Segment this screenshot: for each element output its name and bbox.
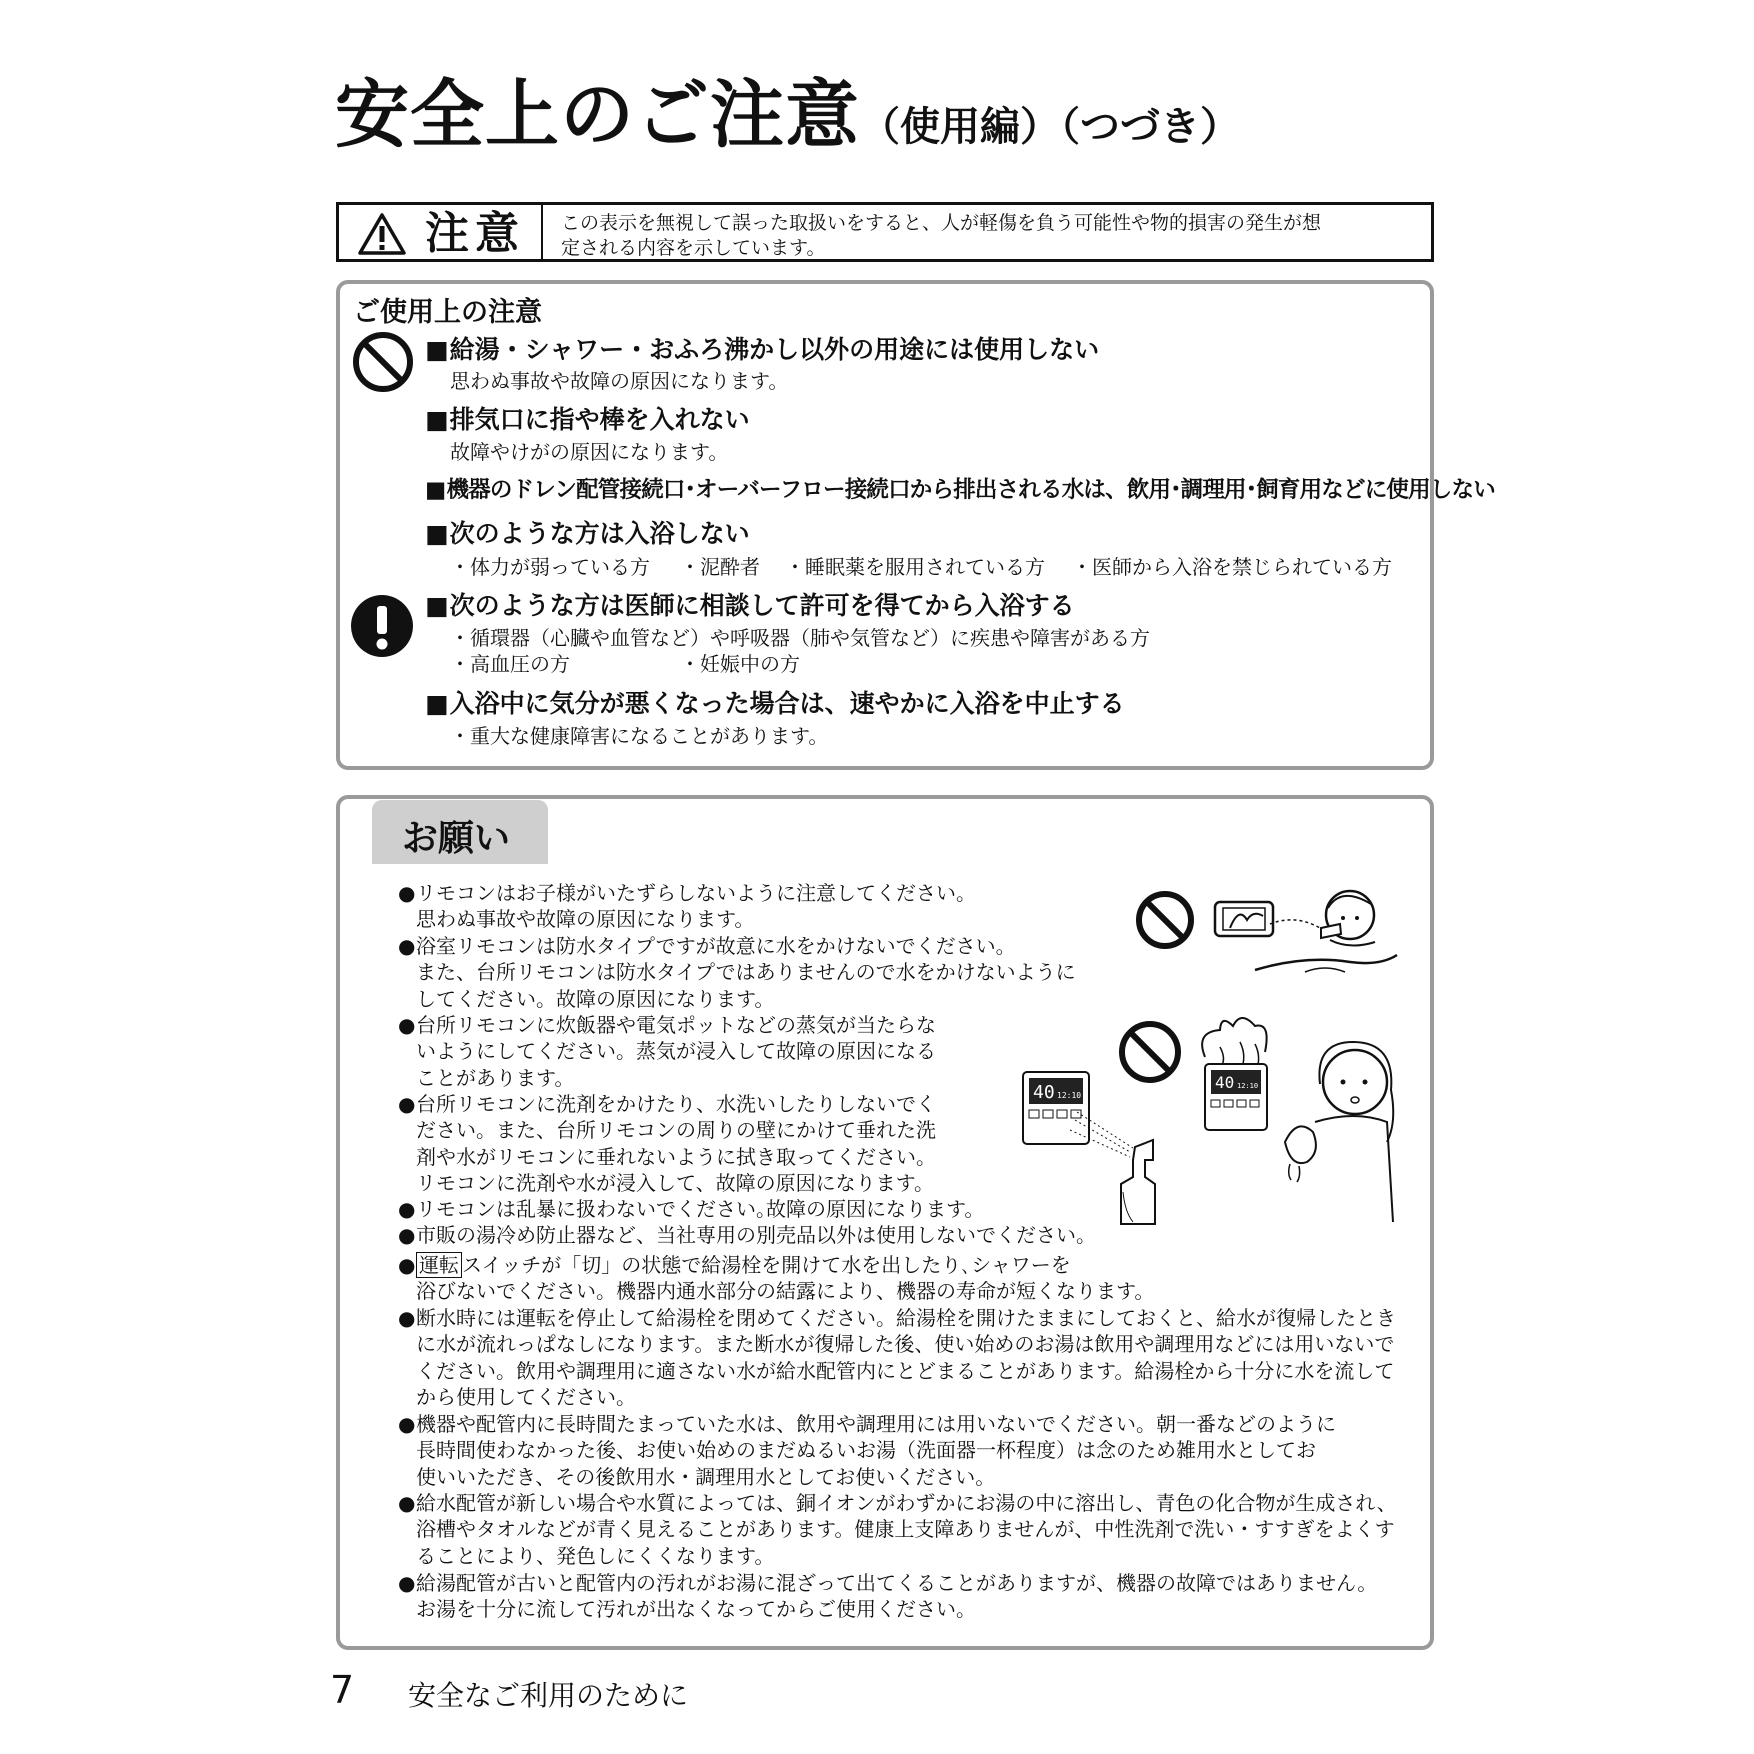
remote-temperature: 40	[1033, 1082, 1055, 1103]
request-item	[398, 1196, 984, 1222]
usage-heading: ■ 排気口に指や棒を入れない	[425, 400, 750, 436]
request-line: スイッチが「切」の状態で給湯栓を開けて水を出したり､シャワーを	[462, 1253, 1071, 1277]
caution-description-line: 定される内容を示しています。	[561, 237, 826, 259]
usage-heading: ■ 機器のドレン配管接続口･オーバーフロー接続口から排出される水は、飲用･調理用･飼育用などに使用しない	[425, 472, 1495, 504]
request-line: また、台所リモコンは防水タイプではありませんので水をかけないように	[416, 960, 1076, 985]
bullet: ●	[398, 1491, 416, 1515]
request-line: 浴びないでください。機器内通水部分の結露により、機器の寿命が短くなります。	[416, 1279, 1155, 1304]
request-item	[398, 1222, 1096, 1248]
usage-heading: ■ 給湯・シャワー・おふろ沸かし以外の用途には使用しない	[425, 330, 1099, 366]
bullet: ●	[398, 1013, 416, 1037]
prohibition-icon	[1122, 1024, 1178, 1080]
remote-temperature: 40	[1215, 1073, 1235, 1092]
usage-heading: ■ 次のような方は入浴しない	[425, 514, 750, 550]
request-item	[398, 1305, 1396, 1410]
page-number: 7	[330, 1668, 355, 1712]
usage-heading: ■ 次のような方は医師に相談して許可を得てから入浴する	[425, 586, 1075, 622]
request-item	[398, 1012, 936, 1091]
bullet: ●	[398, 881, 416, 905]
request-line: 給湯配管が古いと配管内の汚れがお湯に混ざって出てくることがありますが、機器の故障ではありません。	[416, 1571, 1378, 1595]
mandatory-icon	[349, 593, 415, 659]
request-line: から使用してください。	[416, 1384, 636, 1409]
usage-detail: ・重大な健康障害になることがあります。	[450, 724, 829, 748]
usage-detail: ・泥酔者	[680, 555, 760, 579]
bullet: ●	[398, 1306, 416, 1330]
usage-detail: ・医師から入浴を禁じられている方	[1072, 555, 1392, 579]
caution-description-line: この表示を無視して誤った取扱いをすると、人が軽傷を負う可能性や物的損害の発生が想	[561, 212, 1322, 234]
usage-detail: ・循環器（心臓や血管など）や呼吸器（肺や気管など）に疾患や障害がある方	[450, 626, 1150, 650]
request-line: 台所リモコンに炊飯器や電気ポットなどの蒸気が当たらな	[416, 1013, 936, 1037]
request-line: 浴室リモコンは防水タイプですが故意に水をかけないでください。	[416, 934, 1016, 958]
prohibition-icon	[1139, 894, 1191, 946]
run-switch-label: 運転	[416, 1252, 462, 1278]
request-line: ることにより、発色しにくくなります。	[416, 1543, 775, 1568]
caution-label: 注意	[425, 208, 525, 259]
warning-triangle-icon	[357, 212, 407, 256]
request-line: 断水時には運転を停止して給湯栓を閉めてください。給湯栓を開けたままにしておくと、給水が復帰したとき	[416, 1306, 1396, 1330]
request-line: お湯を十分に流して汚れが出なくなってからご使用ください。	[416, 1597, 976, 1622]
request-title: お願い	[402, 818, 511, 859]
remote-time: 12:10	[1057, 1091, 1082, 1100]
bullet: ●	[398, 1223, 416, 1247]
bullet: ●	[398, 1253, 416, 1277]
request-line: 市販の湯冷め防止器など、当社専用の別売品以外は使用しないでください。	[416, 1223, 1096, 1247]
usage-detail: ・高血圧の方	[450, 652, 570, 676]
bullet: ●	[398, 1197, 416, 1221]
request-item	[398, 1091, 936, 1196]
usage-precautions-title: ご使用上の注意	[353, 297, 542, 328]
request-line: リモコンはお子様がいたずらしないように注意してください。	[416, 881, 976, 905]
request-line: いようにしてください。蒸気が浸入して故障の原因になる	[416, 1039, 936, 1064]
request-line: ださい。また、台所リモコンの周りの壁にかけて垂れた洗	[416, 1118, 936, 1143]
request-line: 浴槽やタオルなどが青く見えることがあります。健康上支障ありませんが、中性洗剤で洗い・すすぎをよくす	[416, 1517, 1395, 1542]
usage-detail: ・妊娠中の方	[680, 652, 800, 676]
request-item	[398, 933, 1076, 1012]
request-line: ください。飲用や調理用に適さない水が給水配管内にとどまることがあります。給湯栓から十分に水を流して	[416, 1358, 1395, 1383]
request-line: ことがあります。	[416, 1065, 575, 1090]
usage-detail: 思わぬ事故や故障の原因になります。	[450, 369, 789, 393]
request-line: に水が流れっぱなしになります。また断水が復帰した後、使い始めのお湯は飲用や調理用などには用いないで	[416, 1332, 1395, 1357]
usage-detail: ・睡眠薬を服用されている方	[785, 555, 1045, 579]
request-line: 剤や水がリモコンに垂れないように拭き取ってください。	[416, 1144, 936, 1169]
usage-detail: 故障やけがの原因になります。	[450, 440, 729, 464]
bullet: ●	[398, 934, 416, 958]
request-line: リモコンに洗剤や水が浸入して、故障の原因になります。	[416, 1170, 934, 1195]
caution-definition-box	[336, 202, 1434, 262]
prohibition-icon	[351, 330, 415, 394]
bullet: ●	[398, 1412, 416, 1436]
request-line: 思わぬ事故や故障の原因になります。	[416, 907, 755, 932]
page-title-main: 安全上のご注意	[335, 72, 860, 158]
request-item	[398, 1570, 1377, 1623]
request-line: 機器や配管内に長時間たまっていた水は、飲用や調理用には用いないでください。朝一番などのように	[416, 1412, 1336, 1436]
request-item	[398, 1490, 1397, 1569]
request-line: リモコンは乱暴に扱わないでください｡故障の原因になります。	[416, 1197, 985, 1221]
caution-description	[561, 211, 1421, 261]
request-line: してください。故障の原因になります。	[416, 986, 775, 1011]
request-item	[398, 1252, 1154, 1305]
child-splashing-water-at-remote-icon	[1135, 880, 1405, 990]
request-line: 給水配管が新しい場合や水質によっては、銅イオンがわずかにお湯の中に溶出し、青色の化合物が生成され、	[416, 1491, 1397, 1515]
request-item	[398, 1411, 1336, 1490]
request-line: 台所リモコンに洗剤をかけたり、水洗いしたりしないでく	[416, 1092, 936, 1116]
kitchen-remote-icon	[1205, 1064, 1267, 1130]
request-line: 長時間使わなかった後、お使い始めのまだぬるいお湯（洗面器一杯程度）は念のため雑用水としてお	[416, 1438, 1316, 1463]
bullet: ●	[398, 1571, 416, 1595]
page-title	[335, 72, 1240, 158]
usage-detail: ・体力が弱っている方	[450, 555, 650, 579]
kitchen-remote-icon	[1023, 1072, 1089, 1144]
detergent-spray-and-steam-on-remote-icon	[1015, 1012, 1415, 1227]
section-title: 安全なご利用のために	[408, 1679, 689, 1712]
usage-heading: ■ 入浴中に気分が悪くなった場合は、速やかに入浴を中止する	[425, 684, 1125, 720]
caution-label-cell	[339, 205, 543, 259]
page-title-sub: （使用編）（つづき）	[860, 104, 1240, 150]
bullet: ●	[398, 1092, 416, 1116]
remote-time: 12:10	[1237, 1082, 1259, 1090]
request-line: 使いいただき、その後飲用水・調理用水としてお使いください。	[416, 1464, 996, 1489]
request-item	[398, 880, 976, 933]
